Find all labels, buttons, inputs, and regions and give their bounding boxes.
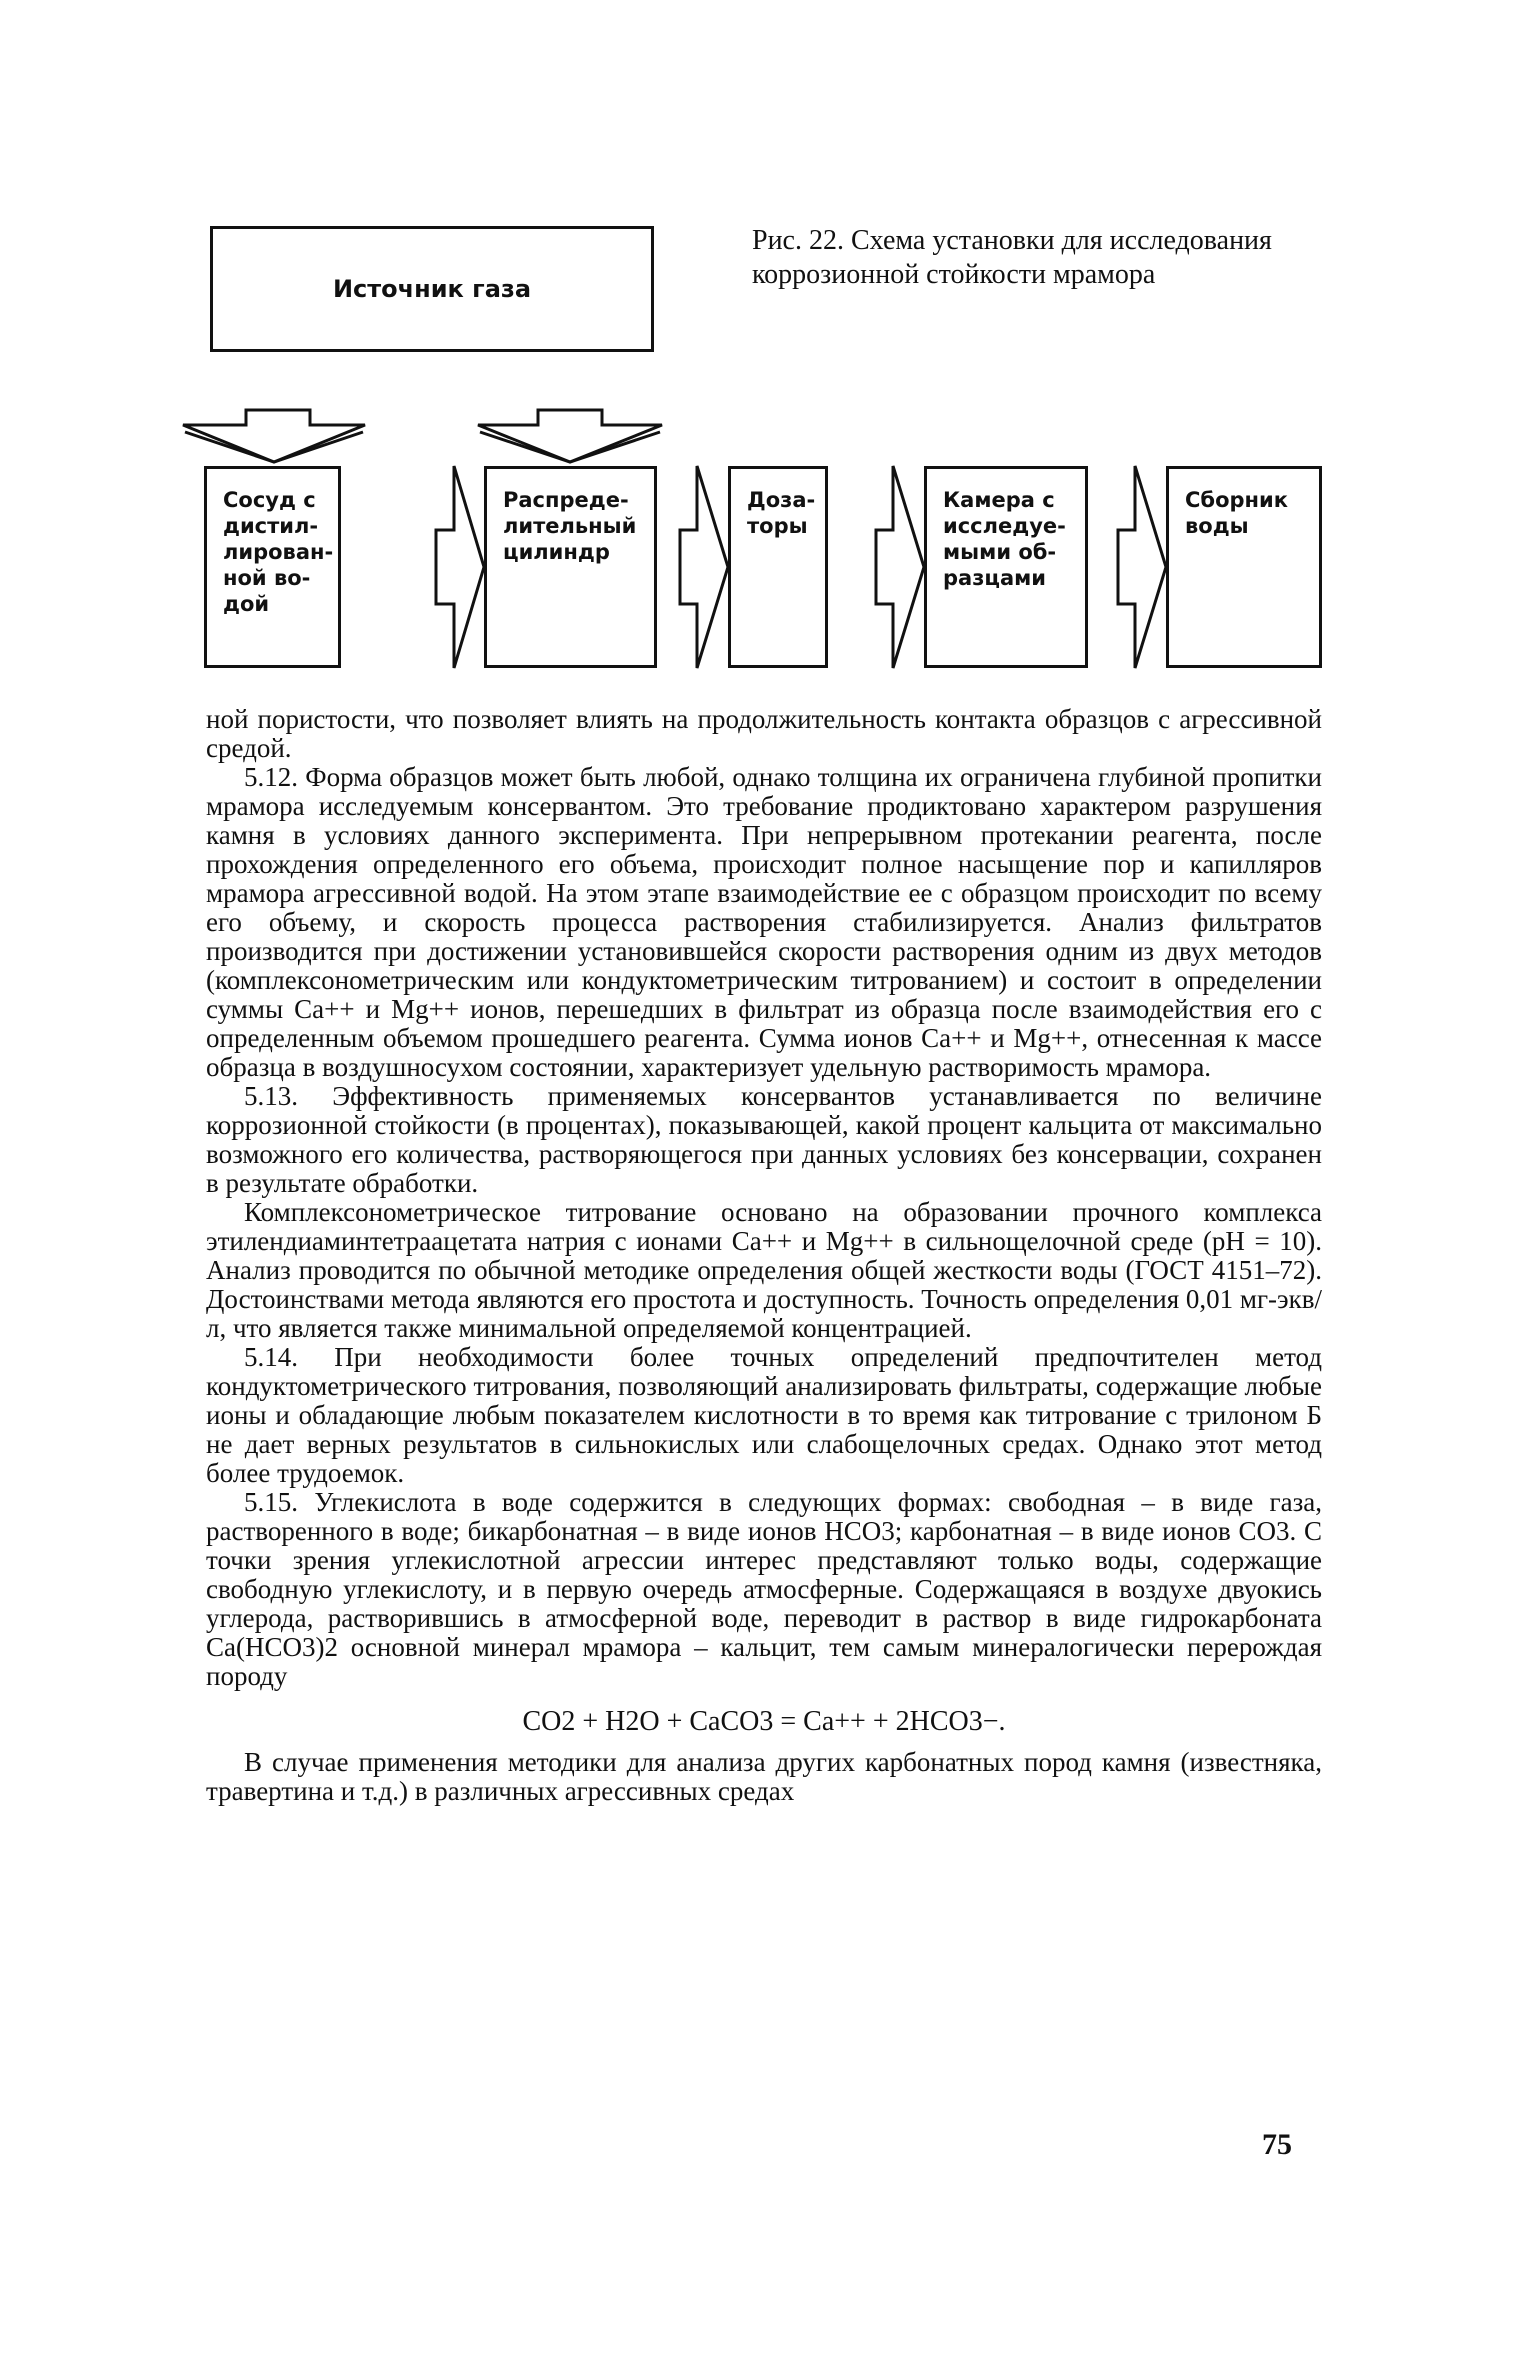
stage-sample-chamber [924, 466, 1088, 668]
page-number: 75 [1262, 2128, 1292, 2161]
stage-label-line: Камера с [943, 488, 1055, 512]
down-arrow-icon [183, 410, 365, 462]
paragraph-5-15: 5.15. Углекислота в воде содержится в следующих формах: свободная – в виде газа, растворенного в воде; бикарбонатная – в виде ионов HCO3; карбонатная – в виде ионов CO3. С точки зрения углекислотной агрессии интерес представляют только воды, содержащие свободную углекислоту, и в первую очередь атмосферные. Содержащаяся в воздухе двуокись углерода, растворившись в атмосферной воде, переводит в раствор в виде гидрокарбоната Ca(HCO3)2 основной минерал мрамора – кальцит, тем самым минералогически перерождая породу [206, 1487, 1322, 1691]
stage-label-line: мыми об- [943, 540, 1057, 565]
stage-label-line: торы [747, 514, 808, 539]
gas-source-box [210, 226, 654, 352]
right-arrow-icon [1118, 466, 1166, 668]
stage-label-line: ной во- [223, 566, 311, 591]
paragraph: ной пористости, что позволяет влиять на продолжительность контакта образцов с агрессивной средой. [206, 704, 1322, 763]
paragraph-5-12: 5.12. Форма образцов может быть любой, однако толщина их ограничена глубиной пропитки мрамора исследуемым консервантом. Это требование продиктовано характером разрушения камня в условиях данного эксперимента. При непрерывном протекании реагента, после прохождения определенного его объема, происходит полное насыщение пор и капилляров мрамора агрессивной водой. На этом этапе взаимодействие ее с образцом происходит по всему его объему, и скорость процесса растворения стабилизируется. Анализ фильтратов производится при достижении установившейся скорости растворения одним из двух методов (комплексонометрическим или кондуктометрическим титрованием) и состоит в определении суммы Ca++ и Mg++ ионов, перешедших в фильтрат из образца после взаимодействия его с определенным объемом прошедшего реагента. Сумма ионов Ca++ и Mg++, отнесенная к массе образца в воздушносухом состоянии, характеризует удельную растворимость мрамора. [206, 762, 1322, 1082]
stage-dosers [728, 466, 828, 668]
stage-label-line: дой [223, 592, 270, 617]
stage-label-line: лирован- [223, 540, 334, 565]
stage-label-line: дистил- [223, 514, 319, 539]
stage-label-line: исследуе- [943, 514, 1066, 539]
gas-source-label: Источник газа [332, 275, 532, 303]
paragraph: В случае применения методики для анализа других карбонатных пород камня (известняка, травертина и т.д.) в различных агрессивных средах [206, 1747, 1322, 1806]
right-arrow-icon [436, 466, 484, 668]
stage-label-line: разцами [943, 566, 1047, 591]
paragraph: Комплексонометрическое титрование основано на образовании прочного комплекса этилендиаминтетраацетата натрия с ионами Ca++ и Mg++ в сильнощелочной среде (pH = 10). Анализ проводится по обычной методике определения общей жесткости воды (ГОСТ 4151–72). Достоинствами метода являются его простота и доступность. Точность определения 0,01 мг-экв/л, что является также минимальной определяемой концентрацией. [206, 1197, 1323, 1343]
paragraph-5-13: 5.13. Эффективность применяемых консервантов устанавливается по величине коррозионной стойкости (в процентах), показывающей, какой процент кальцита от максимально возможного его количества, растворяющегося при данных условиях без консервации, сохранен в результате обработки. [206, 1081, 1322, 1198]
stage-distilled-water-vessel [204, 466, 341, 668]
stage-label-line: лительный [503, 514, 637, 539]
right-arrow-icon [680, 466, 728, 668]
down-arrow-icon [478, 410, 662, 462]
stage-water-collector [1166, 466, 1322, 668]
stage-label-line: воды [1185, 514, 1249, 539]
figure-caption: Рис. 22. Схема установки для исследования коррозионной стойкости мрамора [752, 225, 1272, 291]
stage-label-line: цилиндр [503, 540, 610, 565]
stage-distribution-cylinder [484, 466, 657, 668]
stage-label-line: Сосуд с [223, 488, 316, 512]
stage-label-line: Сборник [1185, 488, 1289, 512]
paragraph-5-14: 5.14. При необходимости более точных определений предпочтителен метод кондуктометрического титрования, позволяющий анализировать фильтраты, содержащие любые ионы и обладающие любым показателем кислотности в то время как титрование с трилоном Б не дает верных результатов в сильнокислых или слабощелочных средах. Однако этот метод более трудоемок. [206, 1342, 1322, 1488]
stage-label-line: Распреде- [503, 488, 629, 512]
chemical-formula: CO2 + H2O + CaCO3 = Ca++ + 2HCO3−. [522, 1706, 1006, 1737]
body-text [206, 705, 1322, 1806]
right-arrow-icon [876, 466, 924, 668]
stage-label-line: Доза- [747, 488, 816, 512]
